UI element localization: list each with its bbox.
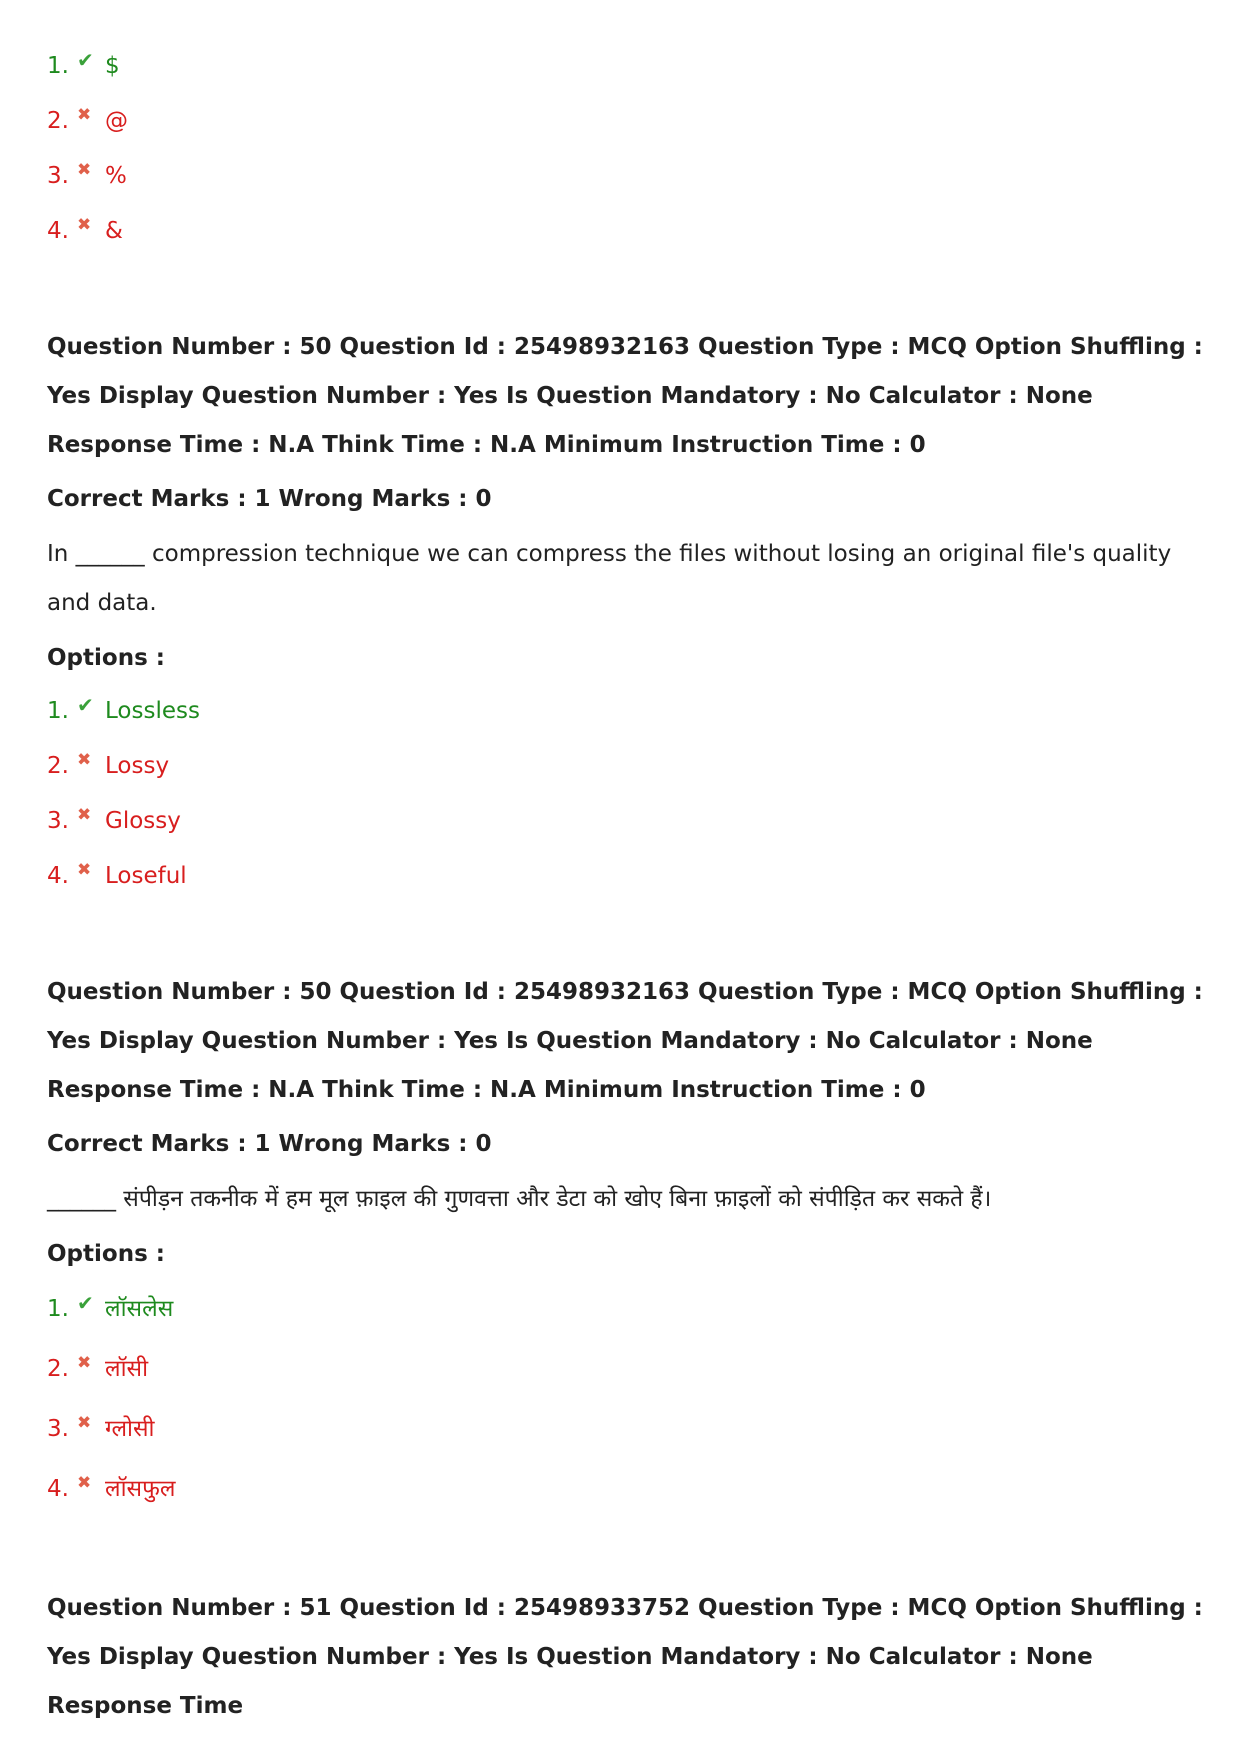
check-icon: ✔ [77, 692, 94, 717]
option-text: Loseful [105, 862, 187, 889]
option-number: 2. [47, 752, 69, 779]
option-number: 3. [47, 162, 69, 189]
options-list [47, 1279, 1207, 1519]
list-item [47, 203, 1207, 258]
list-item [47, 1459, 1207, 1519]
option-text: लॉसी [105, 1356, 149, 1382]
list-item [47, 683, 1207, 738]
exam-response-sheet [47, 38, 1207, 1731]
question-block-next [47, 1584, 1207, 1731]
question-text: In ______ compression technique we can compress the files without losing an original file's quality and data. [47, 541, 1172, 616]
question-marks: Correct Marks : 1 Wrong Marks : 0 [47, 486, 492, 512]
question-meta: Question Number : 50 Question Id : 25498932163 Question Type : MCQ Option Shuffling : Yes Display Question Number : Yes Is Question Mandatory : No Calculator : None Response Time : N.A Think Time : N.A Minimum Instruction Time : 0 [47, 979, 1203, 1103]
option-number: 1. [47, 697, 69, 724]
list-item [47, 148, 1207, 203]
option-text: $ [105, 52, 120, 79]
spacer [47, 258, 1207, 323]
spacer [47, 1519, 1207, 1584]
option-text: % [105, 162, 127, 189]
cross-icon: ✖ [77, 1353, 92, 1373]
option-number: 1. [47, 1296, 69, 1322]
spacer [47, 903, 1207, 968]
option-text: Lossless [105, 697, 200, 724]
option-text: @ [105, 107, 128, 134]
check-icon: ✔ [77, 1291, 94, 1315]
options-label: Options : [47, 645, 165, 671]
question-meta: Question Number : 50 Question Id : 25498932163 Question Type : MCQ Option Shuffling : Yes Display Question Number : Yes Is Question Mandatory : No Calculator : None Response Time : N.A Think Time : N.A Minimum Instruction Time : 0 [47, 334, 1203, 458]
options-label: Options : [47, 1241, 165, 1267]
option-number: 3. [47, 807, 69, 834]
question-block-english [47, 323, 1207, 903]
option-number: 2. [47, 107, 69, 134]
option-text: & [105, 217, 123, 244]
cross-icon: ✖ [77, 859, 92, 880]
question-block-hindi [47, 968, 1207, 1519]
cross-icon: ✖ [77, 1473, 92, 1493]
list-item [47, 738, 1207, 793]
list-item [47, 1339, 1207, 1399]
cross-icon: ✖ [77, 104, 92, 125]
check-icon: ✔ [77, 47, 94, 72]
list-item [47, 848, 1207, 903]
list-item [47, 1279, 1207, 1339]
list-item [47, 38, 1207, 93]
list-item [47, 1399, 1207, 1459]
option-number: 3. [47, 1416, 69, 1442]
question-meta: Question Number : 51 Question Id : 25498933752 Question Type : MCQ Option Shuffling : Yes Display Question Number : Yes Is Question Mandatory : No Calculator : None Response Time [47, 1595, 1203, 1719]
option-number: 1. [47, 52, 69, 79]
cross-icon: ✖ [77, 214, 92, 235]
option-number: 4. [47, 1476, 69, 1502]
list-item [47, 93, 1207, 148]
option-text: Glossy [105, 807, 181, 834]
option-text: Lossy [105, 752, 170, 779]
option-text: लॉसफुल [105, 1476, 176, 1502]
options-list [47, 683, 1207, 903]
option-number: 2. [47, 1356, 69, 1382]
option-number: 4. [47, 862, 69, 889]
cross-icon: ✖ [77, 804, 92, 825]
question-text: ______ संपीड़न तकनीक में हम मूल फ़ाइल की गुणवत्ता और डेटा को खोए बिना फ़ाइलों को संपीड़ित कर सकते हैं। [47, 1186, 992, 1212]
option-text: ग्लोसी [105, 1416, 155, 1442]
list-item [47, 793, 1207, 848]
option-text: लॉसलेस [105, 1296, 174, 1322]
question-marks: Correct Marks : 1 Wrong Marks : 0 [47, 1131, 492, 1157]
cross-icon: ✖ [77, 749, 92, 770]
top-options-list [47, 38, 1207, 258]
option-number: 4. [47, 217, 69, 244]
cross-icon: ✖ [77, 1413, 92, 1433]
cross-icon: ✖ [77, 159, 92, 180]
